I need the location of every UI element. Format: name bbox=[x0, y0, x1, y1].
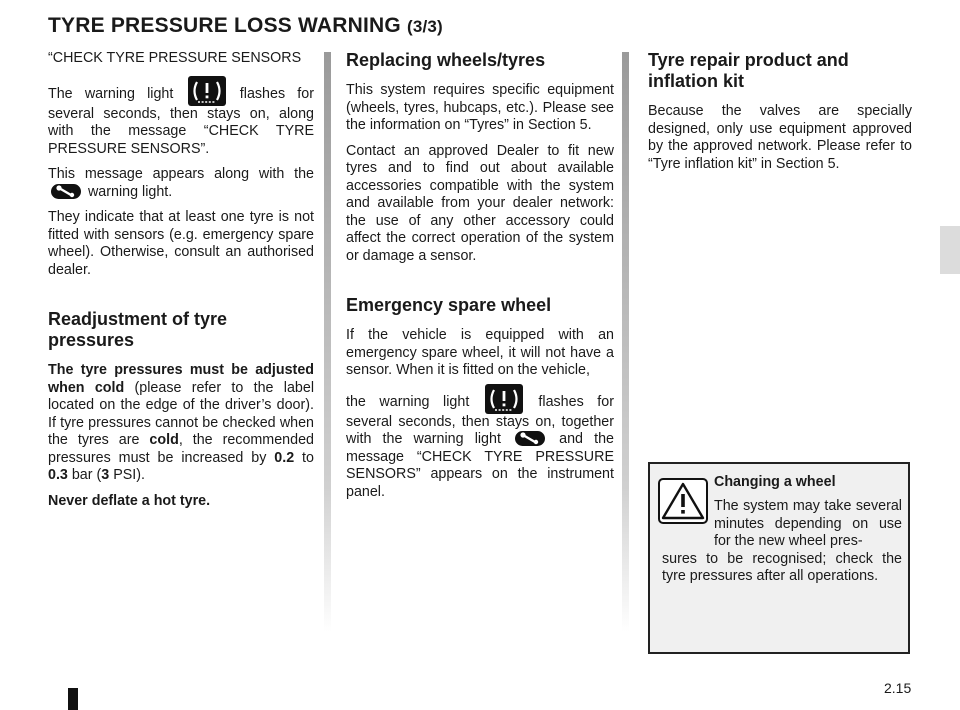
section-tab-marker bbox=[940, 226, 960, 274]
column-divider-right bbox=[622, 52, 629, 632]
text-span: sures to be recognised; check the tyre pressures after all operations. bbox=[662, 550, 902, 584]
text-span: the warning light bbox=[346, 393, 470, 410]
readjustment-paragraph bbox=[48, 362, 314, 485]
text-span: flashes for several seconds, then stays on, along with the message “CHECK TYRE PRESSURE SENSORS”. bbox=[48, 85, 314, 157]
warning-box-title: Changing a wheel bbox=[714, 474, 836, 490]
sensors-not-fitted-paragraph: They indicate that at least one tyre is not fitted with sensors (e.g. emergency spare wheel). Otherwise, consult an authorised dealer. bbox=[48, 209, 314, 278]
readjustment-heading: Readjustment of tyre pressures bbox=[48, 309, 228, 350]
text-span: The system may take several minutes depending on use for the new wheel pres- bbox=[714, 498, 902, 549]
spacer bbox=[48, 287, 314, 309]
tyre-pressure-warning-icon bbox=[485, 384, 523, 414]
bold-value: 0.3 bbox=[48, 467, 68, 483]
page-part-indicator: (3/3) bbox=[406, 17, 443, 36]
bold-value: 0.2 bbox=[274, 449, 295, 466]
text-span: and the message “CHECK TYRE PRESSURE SENSORS” appears on the instrument panel. bbox=[346, 431, 614, 500]
column-divider-left bbox=[324, 52, 331, 632]
spare-wheel-paragraph: If the vehicle is equipped with an emergency spare wheel, it will not have a sensor. When it is fitted on the vehicle, bbox=[346, 327, 614, 378]
check-sensors-message: “CHECK TYRE PRESSURE SENSORS bbox=[48, 50, 302, 66]
column-left bbox=[48, 50, 314, 518]
column-right bbox=[648, 50, 912, 181]
text-span: The warning light bbox=[48, 85, 174, 102]
text-span: warning light. bbox=[87, 183, 173, 200]
warning-light-paragraph bbox=[48, 76, 314, 159]
service-wrench-icon bbox=[515, 431, 545, 446]
text-span: PSI). bbox=[113, 467, 145, 483]
repair-kit-heading: Tyre repair product and inflation kit bbox=[648, 50, 849, 91]
text-span: (please refer to the label located on the edge of the driver’s door). If tyre pressures cannot be checked when the tyres are bbox=[48, 379, 314, 448]
page-number: 2.15 bbox=[884, 680, 912, 696]
never-deflate-warning bbox=[48, 493, 314, 511]
bold-text: cold bbox=[149, 432, 179, 448]
repair-kit-paragraph: Because the valves are specially designed, only use equipment approved by the approved network. Please refer to “Tyre inflation kit” in Section 5. bbox=[648, 103, 912, 172]
text-span: to bbox=[302, 449, 314, 466]
approved-dealer-paragraph: Contact an approved Dealer to fit new tyres and to find out about available accessories compatible with the system and available from your dealer network: the use of any other accessory could affect the correct operation of the system or damage a sensor. bbox=[346, 142, 614, 264]
emergency-spare-wheel-heading: Emergency spare wheel bbox=[346, 295, 552, 315]
text-span: flashes for several seconds, then stays on, together with the warning light bbox=[346, 393, 614, 447]
spare-wheel-warning-paragraph bbox=[346, 384, 614, 502]
text-span: bar ( bbox=[71, 467, 102, 483]
message-appears-paragraph bbox=[48, 166, 314, 201]
bold-text: Never deflate a hot tyre. bbox=[48, 492, 211, 509]
column-middle bbox=[346, 50, 614, 509]
text-span: , the recommended pressures must be increased by bbox=[48, 432, 314, 466]
page-title bbox=[48, 14, 443, 38]
bold-value: 3 bbox=[101, 467, 110, 483]
changing-wheel-warning-box bbox=[648, 462, 910, 654]
replacing-wheels-heading: Replacing wheels/tyres bbox=[346, 50, 546, 70]
service-wrench-icon bbox=[51, 184, 81, 199]
warning-box-text bbox=[662, 498, 902, 586]
spacer bbox=[346, 273, 614, 295]
tyre-pressure-warning-icon bbox=[188, 76, 226, 106]
page-title-text: TYRE PRESSURE LOSS WARNING bbox=[48, 14, 401, 37]
corner-marker bbox=[68, 688, 78, 710]
specific-equipment-paragraph: This system requires specific equipment (wheels, tyres, hubcaps, etc.). Please see the information on “Tyres” in Section 5. bbox=[346, 82, 614, 133]
text-span: This message appears along with the bbox=[48, 166, 314, 182]
bold-text: The tyre pressures must be adjusted when cold bbox=[48, 362, 314, 396]
